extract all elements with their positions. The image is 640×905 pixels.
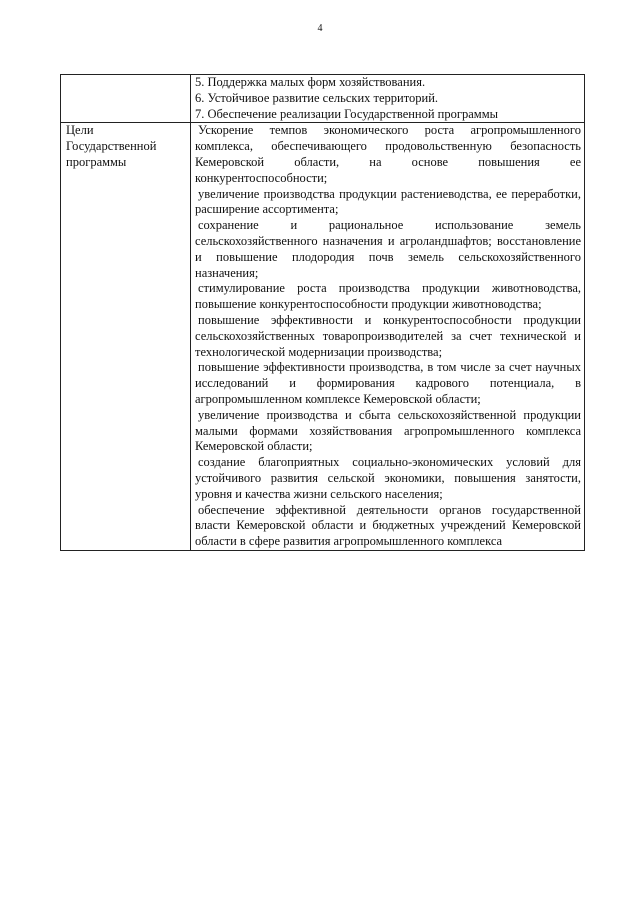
tasks-continued-cell	[191, 75, 585, 123]
goal-item-6: повышение эффективности производства, в том числе за счет научных исследований и формирования кадрового потенциала, в агропромышленном комплексе Кемеровской области;	[195, 360, 581, 406]
goals-content-cell	[191, 123, 585, 551]
goal-item-9: обеспечение эффективной деятельности органов государственной власти Кемеровской области и бюджетных учреждений Кемеровской области в сфере развития агропромышленного комплекса	[195, 502, 581, 549]
goal-item-3: сохранение и рациональное использование земель сельскохозяйственного назначения и агроландшафтов; восстановление и повышение плодородия почв земель сельскохозяйственного назначения;	[195, 218, 581, 280]
task-item-7: 7. Обеспечение реализации Государственной программы	[195, 106, 499, 121]
goals-label-cell	[61, 123, 191, 551]
empty-label-cell	[61, 75, 191, 123]
goal-item-8: создание благоприятных социально-экономических условий для устойчивого развития сельской экономики, повышения занятости, уровня и качества жизни сельского населения;	[195, 455, 581, 501]
goal-item-5: повышение эффективности и конкурентоспособности продукции сельскохозяйственных товаропроизводителей за счет технической и технологической модернизации производства;	[195, 312, 581, 359]
goal-item-7: увеличение производства и сбыта сельскохозяйственной продукции малыми формами хозяйствования агропромышленного комплекса Кемеровской области;	[195, 407, 581, 454]
goal-item-2: увеличение производства продукции растениеводства, ее переработки, расширение ассортимента;	[195, 186, 581, 217]
goal-item-1: Ускорение темпов экономического роста агропромышленного комплекса, обеспечивающего продовольственную безопасность Кемеровской области, на основе повышения ее конкурентоспособности;	[195, 123, 581, 185]
goal-item-4: стимулирование роста производства продукции животноводства, повышение конкурентоспособности продукции животноводства;	[195, 281, 581, 312]
goals-label-line-1: Цели	[66, 123, 94, 138]
goals-label-line-2: Государственной	[66, 139, 157, 154]
task-item-6: 6. Устойчивое развитие сельских территорий.	[195, 90, 439, 105]
page-number: 4	[317, 23, 323, 34]
goals-label-line-3: программы	[66, 154, 127, 169]
program-passport-table	[60, 74, 585, 551]
task-item-5: 5. Поддержка малых форм хозяйствования.	[195, 75, 426, 89]
table-row-goals	[61, 123, 585, 551]
table-row-tasks-continued	[61, 75, 585, 123]
